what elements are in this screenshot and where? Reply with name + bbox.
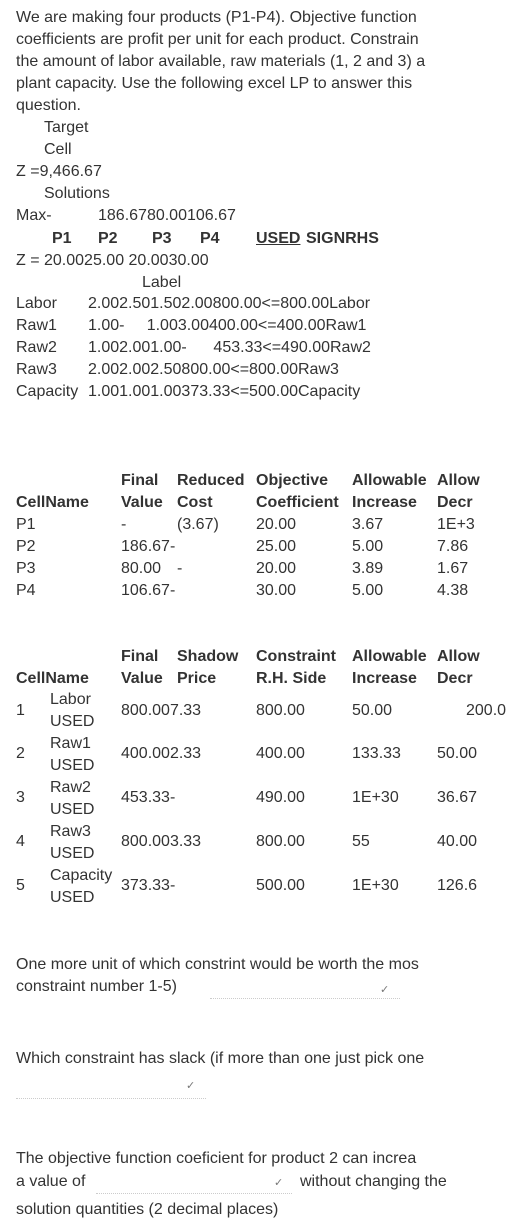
con-2-decrease: 50.00 bbox=[437, 745, 478, 762]
max-values: 186.6780.00106.67 bbox=[98, 207, 236, 224]
con-1-rhs: 800.00 bbox=[256, 702, 305, 719]
var-p3-final: 80.00 bbox=[121, 560, 162, 577]
var-header-allowable: Allowable bbox=[352, 472, 427, 489]
question-3-line-2a: a value of bbox=[16, 1173, 86, 1190]
row-raw1-name: Raw1 bbox=[16, 317, 57, 334]
var-p2-increase: 5.00 bbox=[352, 538, 384, 555]
con-4-used: USED bbox=[50, 845, 95, 862]
question-3-line-2b: without changing the bbox=[300, 1173, 447, 1190]
header-signrhs: SIGNRHS bbox=[306, 230, 379, 247]
var-p2-decrease: 7.86 bbox=[437, 538, 469, 555]
var-header-final: Final bbox=[121, 472, 159, 489]
header-p2: P2 bbox=[98, 230, 118, 247]
question-3-line-3: solution quantities (2 decimal places) bbox=[16, 1201, 279, 1218]
var-p1-name: P1 bbox=[16, 516, 36, 533]
con-2-name: Raw1 bbox=[50, 735, 91, 752]
var-p1-increase: 3.67 bbox=[352, 516, 384, 533]
row-capacity-name: Capacity bbox=[16, 383, 79, 400]
header-p4: P4 bbox=[200, 230, 220, 247]
intro-line-3: the amount of labor available, raw materials (1, 2 and 3) a bbox=[16, 53, 426, 70]
con-header-constraint: Constraint bbox=[256, 648, 336, 665]
var-p4-increase: 5.00 bbox=[352, 582, 384, 599]
spellcheck-icon: ✓ bbox=[380, 984, 390, 996]
var-p4-final: 106.67- bbox=[121, 582, 176, 599]
spellcheck-icon: ✓ bbox=[186, 1080, 196, 1092]
con-4-number: 4 bbox=[16, 833, 25, 850]
var-p1-decrease: 1E+3 bbox=[437, 516, 475, 533]
con-header-allow: Allow bbox=[437, 648, 480, 665]
question-3-line-1: The objective function coeficient for product 2 can increa bbox=[16, 1150, 417, 1167]
intro-line-2: coefficients are profit per unit for each product. Constrain bbox=[16, 31, 419, 48]
con-5-decrease: 126.6 bbox=[437, 877, 478, 894]
row-raw1-values: 1.00- 1.003.00400.00<=400.00Raw1 bbox=[88, 317, 367, 334]
con-2-final-shadow: 400.002.33 bbox=[121, 745, 202, 762]
header-used: USED bbox=[256, 230, 301, 247]
var-header-cost: Cost bbox=[177, 494, 213, 511]
header-p3: P3 bbox=[152, 230, 172, 247]
z-coefficients: Z = 20.0025.00 20.0030.00 bbox=[16, 252, 209, 269]
row-labor-name: Labor bbox=[16, 295, 57, 312]
row-raw2-name: Raw2 bbox=[16, 339, 57, 356]
var-header-increase: Increase bbox=[352, 494, 417, 511]
con-1-used: USED bbox=[50, 713, 95, 730]
con-1-name: Labor bbox=[50, 691, 91, 708]
con-4-rhs: 800.00 bbox=[256, 833, 305, 850]
con-3-decrease: 36.67 bbox=[437, 789, 478, 806]
var-p1-final: - bbox=[121, 516, 127, 533]
answer-1-input[interactable] bbox=[210, 976, 400, 999]
var-p2-name: P2 bbox=[16, 538, 36, 555]
intro-line-5: question. bbox=[16, 97, 81, 114]
row-capacity-values: 1.001.001.00373.33<=500.00Capacity bbox=[88, 383, 361, 400]
var-p2-final: 186.67- bbox=[121, 538, 176, 555]
var-p3-name: P3 bbox=[16, 560, 36, 577]
con-5-used: USED bbox=[50, 889, 95, 906]
con-1-number: 1 bbox=[16, 702, 25, 719]
row-raw3-values: 2.002.002.50800.00<=800.00Raw3 bbox=[88, 361, 339, 378]
con-header-price: Price bbox=[177, 670, 217, 687]
question-1-line-2: constraint number 1-5) bbox=[16, 978, 177, 995]
var-p4-name: P4 bbox=[16, 582, 36, 599]
con-2-increase: 133.33 bbox=[352, 745, 401, 762]
con-4-name: Raw3 bbox=[50, 823, 91, 840]
var-p3-decrease: 1.67 bbox=[437, 560, 469, 577]
var-p3-reduced: - bbox=[177, 560, 183, 577]
spellcheck-icon: ✓ bbox=[274, 1177, 284, 1189]
max-label: Max- bbox=[16, 207, 52, 224]
con-3-name: Raw2 bbox=[50, 779, 91, 796]
question-1-line-1: One more unit of which constrint would be worth the mos bbox=[16, 956, 419, 973]
con-header-final: Final bbox=[121, 648, 159, 665]
solutions-label: Solutions bbox=[44, 185, 110, 202]
var-header-decrease: Decr bbox=[437, 494, 473, 511]
con-3-number: 3 bbox=[16, 789, 25, 806]
con-5-number: 5 bbox=[16, 877, 25, 894]
con-4-decrease: 40.00 bbox=[437, 833, 478, 850]
var-p3-objective: 20.00 bbox=[256, 560, 297, 577]
con-4-final-shadow: 800.003.33 bbox=[121, 833, 202, 850]
intro-line-1: We are making four products (P1-P4). Objective function bbox=[16, 9, 417, 26]
answer-2-input[interactable] bbox=[16, 1076, 206, 1099]
con-3-rhs: 490.00 bbox=[256, 789, 305, 806]
label-header: Label bbox=[142, 274, 182, 291]
con-2-used: USED bbox=[50, 757, 95, 774]
con-3-used: USED bbox=[50, 801, 95, 818]
cell-label: Cell bbox=[44, 141, 72, 158]
con-header-rhs: R.H. Side bbox=[256, 670, 327, 687]
var-header-coefficient: Coefficient bbox=[256, 494, 339, 511]
con-1-increase: 50.00 bbox=[352, 702, 393, 719]
con-4-increase: 55 bbox=[352, 833, 370, 850]
var-header-objective: Objective bbox=[256, 472, 329, 489]
z-value: Z =9,466.67 bbox=[16, 163, 102, 180]
con-header-cellname: CellName bbox=[16, 670, 89, 687]
con-2-rhs: 400.00 bbox=[256, 745, 305, 762]
var-header-allow: Allow bbox=[437, 472, 480, 489]
con-header-decrease: Decr bbox=[437, 670, 473, 687]
con-5-name: Capacity bbox=[50, 867, 113, 884]
var-p1-reduced: (3.67) bbox=[177, 516, 219, 533]
con-5-rhs: 500.00 bbox=[256, 877, 305, 894]
row-raw2-values: 1.002.001.00- 453.33<=490.00Raw2 bbox=[88, 339, 371, 356]
row-raw3-name: Raw3 bbox=[16, 361, 57, 378]
con-2-number: 2 bbox=[16, 745, 25, 762]
header-p1: P1 bbox=[52, 230, 72, 247]
con-3-increase: 1E+30 bbox=[352, 789, 399, 806]
var-header-value: Value bbox=[121, 494, 163, 511]
con-header-shadow: Shadow bbox=[177, 648, 239, 665]
con-header-value: Value bbox=[121, 670, 163, 687]
con-1-final-shadow: 800.007.33 bbox=[121, 702, 202, 719]
row-labor-values: 2.002.501.502.00800.00<=800.00Labor bbox=[88, 295, 371, 312]
con-5-final-shadow: 373.33- bbox=[121, 877, 176, 894]
con-header-allowable: Allowable bbox=[352, 648, 427, 665]
var-p1-objective: 20.00 bbox=[256, 516, 297, 533]
var-p3-increase: 3.89 bbox=[352, 560, 384, 577]
var-header-reduced: Reduced bbox=[177, 472, 245, 489]
con-3-final-shadow: 453.33- bbox=[121, 789, 176, 806]
con-header-increase: Increase bbox=[352, 670, 417, 687]
target-label: Target bbox=[44, 119, 89, 136]
var-header-cellname: CellName bbox=[16, 494, 89, 511]
var-p4-decrease: 4.38 bbox=[437, 582, 469, 599]
var-p4-objective: 30.00 bbox=[256, 582, 297, 599]
con-5-increase: 1E+30 bbox=[352, 877, 399, 894]
var-p2-objective: 25.00 bbox=[256, 538, 297, 555]
con-1-decrease: 200.0 bbox=[466, 702, 507, 719]
answer-3-input[interactable] bbox=[96, 1171, 292, 1194]
question-2-line-1: Which constraint has slack (if more than one just pick one bbox=[16, 1050, 425, 1067]
intro-line-4: plant capacity. Use the following excel LP to answer this bbox=[16, 75, 413, 92]
